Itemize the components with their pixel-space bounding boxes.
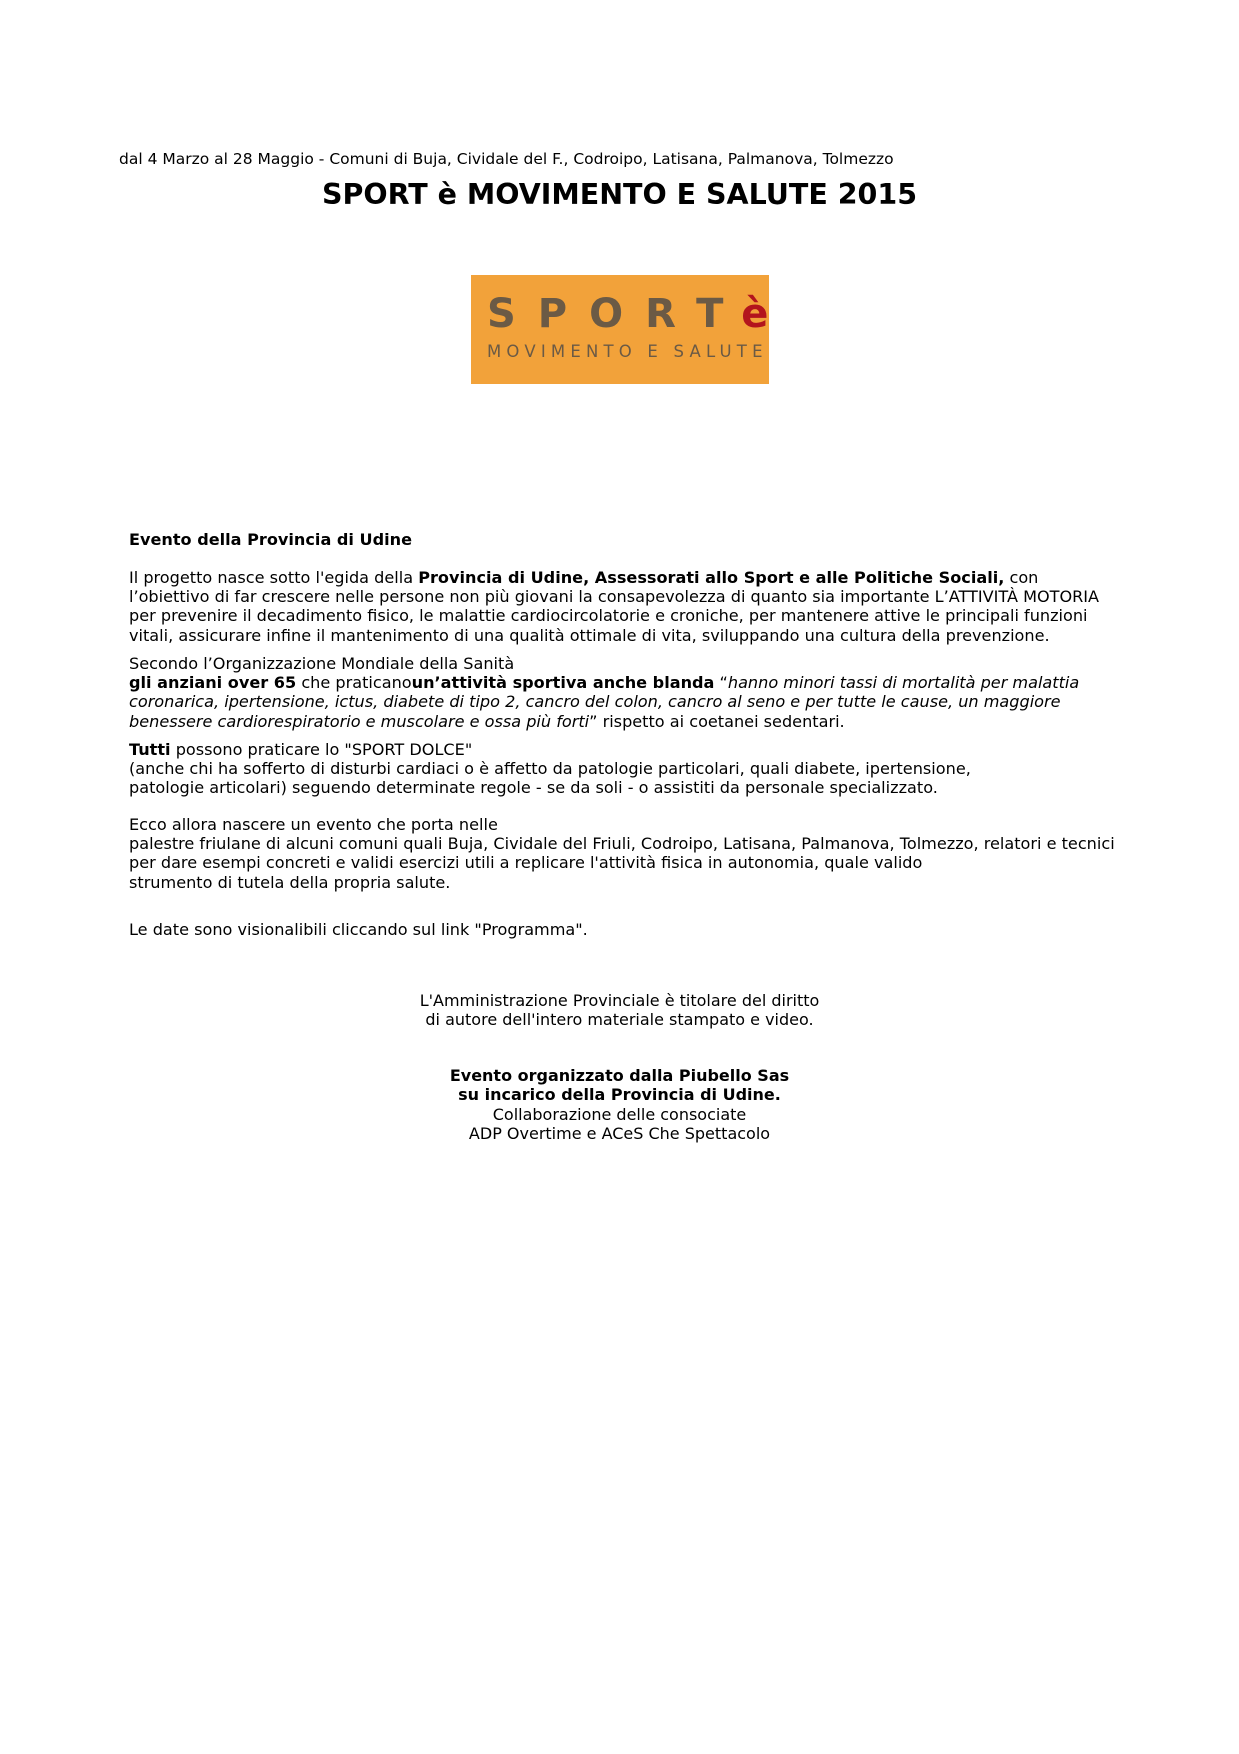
organizer-block: Evento organizzato dalla Piubello Sas su incarico della Provincia di Udine. Collaborazione delle consociate ADP Overtime e ACeS Che Spettacolo: [449, 1066, 790, 1143]
evento-paragraph: Ecco allora nascere un evento che porta nelle palestre friulane di alcuni comuni quali Buja, Cividale del Friuli, Codroipo, Latisana, Palmanova, Tolmezzo, relatori e tecnici per dare esempi concreti e validi esercizi utili a replicare l'attività fisica in autonomia, quale valido strumento di tutela della propria salute.: [129, 815, 1115, 892]
event-heading: Evento della Provincia di Udine: [129, 530, 413, 549]
programma-note: Le date sono visionalibili cliccando sul link "Programma".: [129, 920, 588, 939]
copyright-notice: L'Amministrazione Provinciale è titolare del diritto di autore dell'intero materiale stampato e video.: [419, 991, 820, 1030]
sport-e-logo: [471, 275, 791, 384]
dates-line: dal 4 Marzo al 28 Maggio - Comuni di Buja, Cividale del F., Codroipo, Latisana, Palmanova, Tolmezzo: [119, 150, 894, 168]
logo-subtitle: MOVIMENTO E SALUTE: [487, 342, 768, 361]
sport-dolce-paragraph: Tutti possono praticare lo "SPORT DOLCE" (anche chi ha sofferto di disturbi cardiaci o è affetto da patologie particolari, quali diabete, ipertensione, patologie articolari) seguendo determinate regole - se da soli - o assistiti da personale specializzato.: [129, 740, 971, 798]
logo-word: SPORTè: [487, 291, 791, 337]
intro-paragraph: Il progetto nasce sotto l'egida della Provincia di Udine, Assessorati allo Sport e alle Politiche Sociali, con l’obiettivo di far crescere nelle persone non più giovani la consapevolezza di quanto sia importante L’ATTIVITÀ MOTORIA per prevenire il decadimento fisico, le malattie cardiocircolatorie e croniche, per mantenere attive le principali funzioni vitali, assicurare infine il mantenimento di una qualità ottimale di vita, sviluppando una cultura della prevenzione.: [129, 568, 1100, 645]
oms-paragraph: Secondo l’Organizzazione Mondiale della Sanità gli anziani over 65 che praticanoun’attività sportiva anche blanda “hanno minori tassi di mortalità per malattia coronarica, ipertensione, ictus, diabete di tipo 2, cancro del colon, cancro al seno e per tutte le cause, un maggiore benessere cardiorespiratorio e muscolare e ossa più forti” rispetto ai coetanei sedentari.: [129, 654, 1080, 731]
page-title: SPORT è MOVIMENTO E SALUTE 2015: [321, 178, 918, 211]
